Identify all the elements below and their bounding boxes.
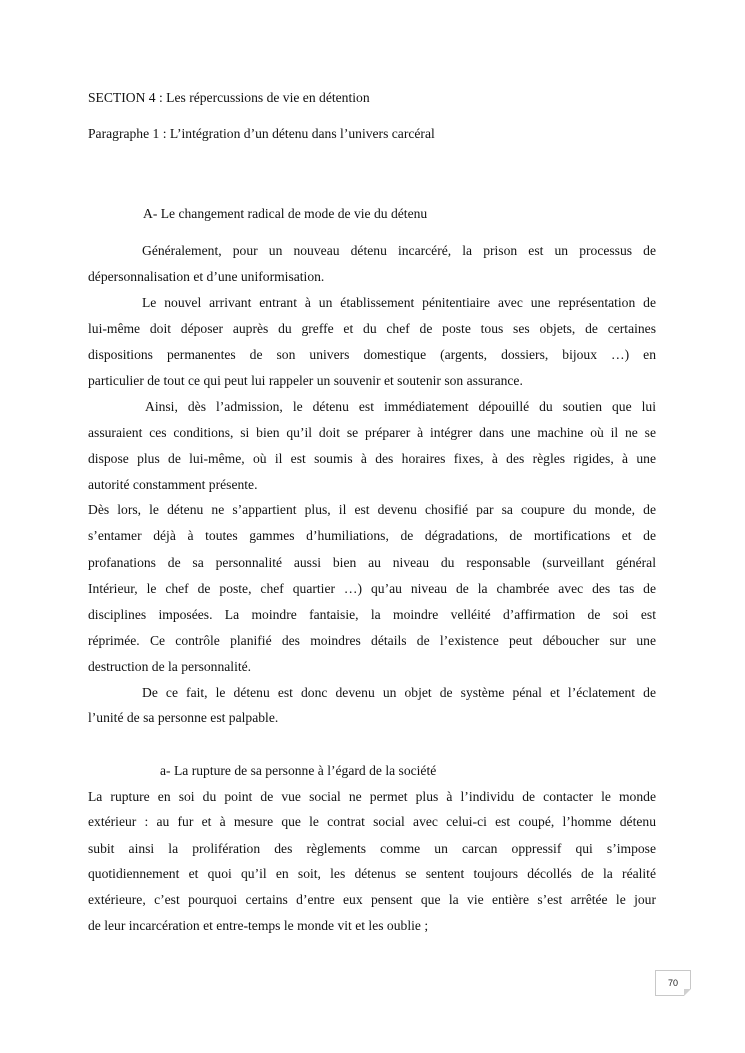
body-line: Dès lors, le détenu ne s’appartient plus, il est devenu chosifié par sa coupure du monde, de [88,502,656,517]
body-line: dépersonnalisation et d’une uniformisation. [88,269,325,284]
body-line: de leur incarcération et entre-temps le monde vit et les oublie ; [88,918,429,933]
body-line: Généralement, pour un nouveau détenu incarcéré, la prison est un processus de [142,243,656,258]
body-line: s’entamer déjà à toutes gammes d’humiliations, de dégradations, de mortifications et de [88,528,656,543]
body-line: subit ainsi la prolifération des règlements comme un carcan oppressif qui s’impose [88,841,656,856]
body-line: lui-même doit déposer auprès du greffe et du chef de poste tous ses objets, de certaines [88,321,656,336]
body-line: profanations de sa personnalité aussi bien au niveau du responsable (surveillant général [88,555,656,570]
body-line: Ainsi, dès l’admission, le détenu est immédiatement dépouillé du soutien que lui [145,399,656,414]
body-line: dispose plus de lui-même, où il est soumis à des horaires fixes, à des règles rigides, à une [88,451,656,466]
body-line: dispositions permanentes de son univers domestique (argents, dossiers, bijoux …) en [88,347,656,362]
body-line: autorité constamment présente. [88,477,258,492]
body-line: La rupture en soi du point de vue social ne permet plus à l’individu de contacter le monde [88,789,656,804]
body-line: réprimée. Ce contrôle planifié des moindres détails de l’existence peut déboucher sur une [88,633,656,648]
page-number: 70 [655,970,691,996]
body-line: destruction de la personnalité. [88,659,252,674]
body-line: l’unité de sa personne est palpable. [88,710,279,725]
paragraph-title: Paragraphe 1 : L’intégration d’un détenu dans l’univers carcéral [88,126,435,141]
body-line: particulier de tout ce qui peut lui rappeler un souvenir et soutenir son assurance. [88,373,523,388]
heading-a: A- Le changement radical de mode de vie du détenu [143,206,428,221]
section-title: SECTION 4 : Les répercussions de vie en détention [88,90,370,105]
heading-sub-a: a- La rupture de sa personne à l’égard de la société [160,763,437,778]
body-line: disciplines imposées. La moindre fantaisie, la moindre velléité d’affirmation de soi est [88,607,656,622]
body-line: De ce fait, le détenu est donc devenu un objet de système pénal et l’éclatement de [142,685,656,700]
body-line: Intérieur, le chef de poste, chef quartier …) qu’au niveau de la chambrée avec des tas de [88,581,656,596]
body-line: extérieure, c’est pourquoi certains d’entre eux pensent que la vie entière s’est arrêtée le jour [88,892,656,907]
body-line: Le nouvel arrivant entrant à un établissement pénitentiaire avec une représentation de [142,295,656,310]
body-line: extérieur : au fur et à mesure que le contrat social avec celui-ci est coupé, l’homme détenu [88,814,656,829]
body-line: assuraient ces conditions, si bien qu’il doit se préparer à intégrer dans une machine où il ne se [88,425,656,440]
body-line: quotidiennement et quoi qu’il en soit, les détenus se sentent toujours décollés de la réalité [88,866,656,881]
